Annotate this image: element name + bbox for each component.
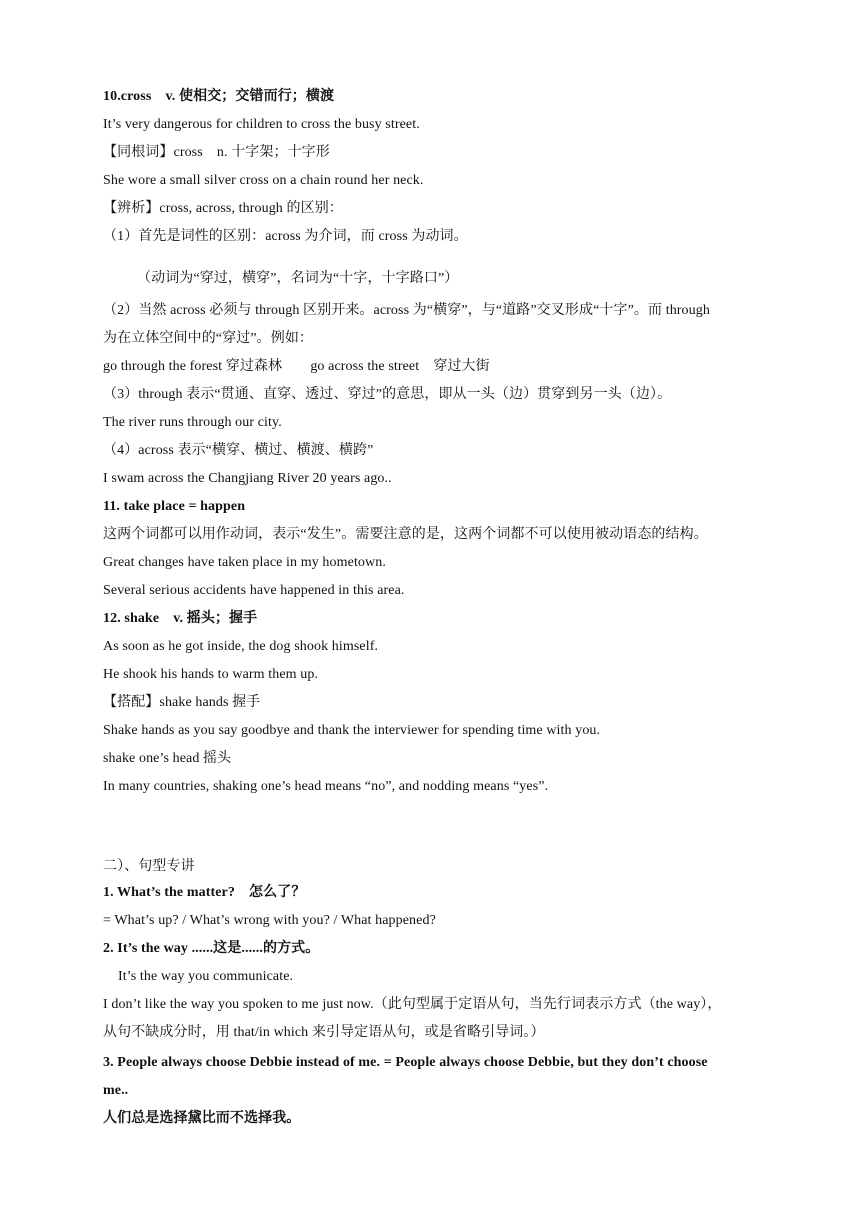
pattern-heading: 2. It’s the way ......这是......的方式。 (103, 941, 320, 956)
pattern-heading: 1. What’s the matter? 怎么了？ (103, 885, 306, 900)
heading-cross: 10.cross v. 使相交；交错而行；横渡 (103, 89, 335, 104)
analysis-note: （动词为“穿过，横穿”，名词为“十字，十字路口”） (137, 271, 459, 286)
example-sentence: Great changes have taken place in my hometown. (103, 555, 386, 570)
analysis-point: （1）首先是词性的区别：across 为介词，而 cross 为动词。 (103, 229, 468, 244)
example-sentence: I don’t like the way you spoken to me just now.（此句型属于定语从句，当先行词表示方式（the way）， (103, 997, 722, 1012)
example-sentence: Shake hands as you say goodbye and thank the interviewer for spending time with you. (103, 723, 601, 738)
cognate-note: 【同根词】cross n. 十字架；十字形 (103, 145, 330, 160)
section-heading: 二）、句型专讲 (103, 859, 195, 874)
example-sentence: It’s the way you communicate. (118, 969, 294, 984)
pattern-heading: 3. People always choose Debbie instead of me. = People always choose Debbie, but they don’t choose (103, 1055, 708, 1070)
collocation-note: shake one’s head 摇头 (103, 751, 232, 766)
heading-take-place: 11. take place = happen (103, 499, 246, 514)
analysis-point-cont: 为在立体空间中的“穿过”。例如： (103, 331, 314, 346)
analysis-heading: 【辨析】cross, across, through 的区别： (103, 201, 343, 216)
pattern-synonyms: = What’s up? / What’s wrong with you? / What happened? (103, 913, 436, 928)
analysis-point: （3）through 表示“贯通、直穿、透过、穿过”的意思，即从一头（边）贯穿到另一头（边）。 (103, 387, 672, 402)
example-sentence: In many countries, shaking one’s head means “no”, and nodding means “yes”. (103, 779, 549, 794)
example-sentence: The river runs through our city. (103, 415, 282, 430)
analysis-point: （4）across 表示“横穿、横过、横渡、横跨” (103, 443, 374, 458)
example-sentence: I swam across the Changjiang River 20 years ago.. (103, 471, 392, 486)
collocation-note: 【搭配】shake hands 握手 (103, 695, 261, 710)
pattern-heading-cont: me.. (103, 1083, 129, 1098)
example-sentence: She wore a small silver cross on a chain round her neck. (103, 173, 424, 188)
example-sentence: It’s very dangerous for children to cross the busy street. (103, 117, 420, 132)
pattern-translation: 人们总是选择黛比而不选择我。 (103, 1111, 301, 1126)
analysis-point: （2）当然 across 必须与 through 区别开来。across 为“横穿”，与“道路”交叉形成“十字”。而 through (103, 303, 710, 318)
example-phrases: go through the forest 穿过森林 go across the street 穿过大街 (103, 359, 490, 374)
heading-shake: 12. shake v. 摇头；握手 (103, 611, 258, 626)
example-sentence: He shook his hands to warm them up. (103, 667, 319, 682)
example-sentence: As soon as he got inside, the dog shook himself. (103, 639, 379, 654)
example-sentence: Several serious accidents have happened in this area. (103, 583, 405, 598)
explanation: 这两个词都可以用作动词，表示“发生”。需要注意的是，这两个词都不可以使用被动语态的结构。 (103, 527, 708, 542)
grammar-note: 从句不缺成分时，用 that/in which 来引导定语从句，或是省略引导词。） (103, 1025, 545, 1040)
